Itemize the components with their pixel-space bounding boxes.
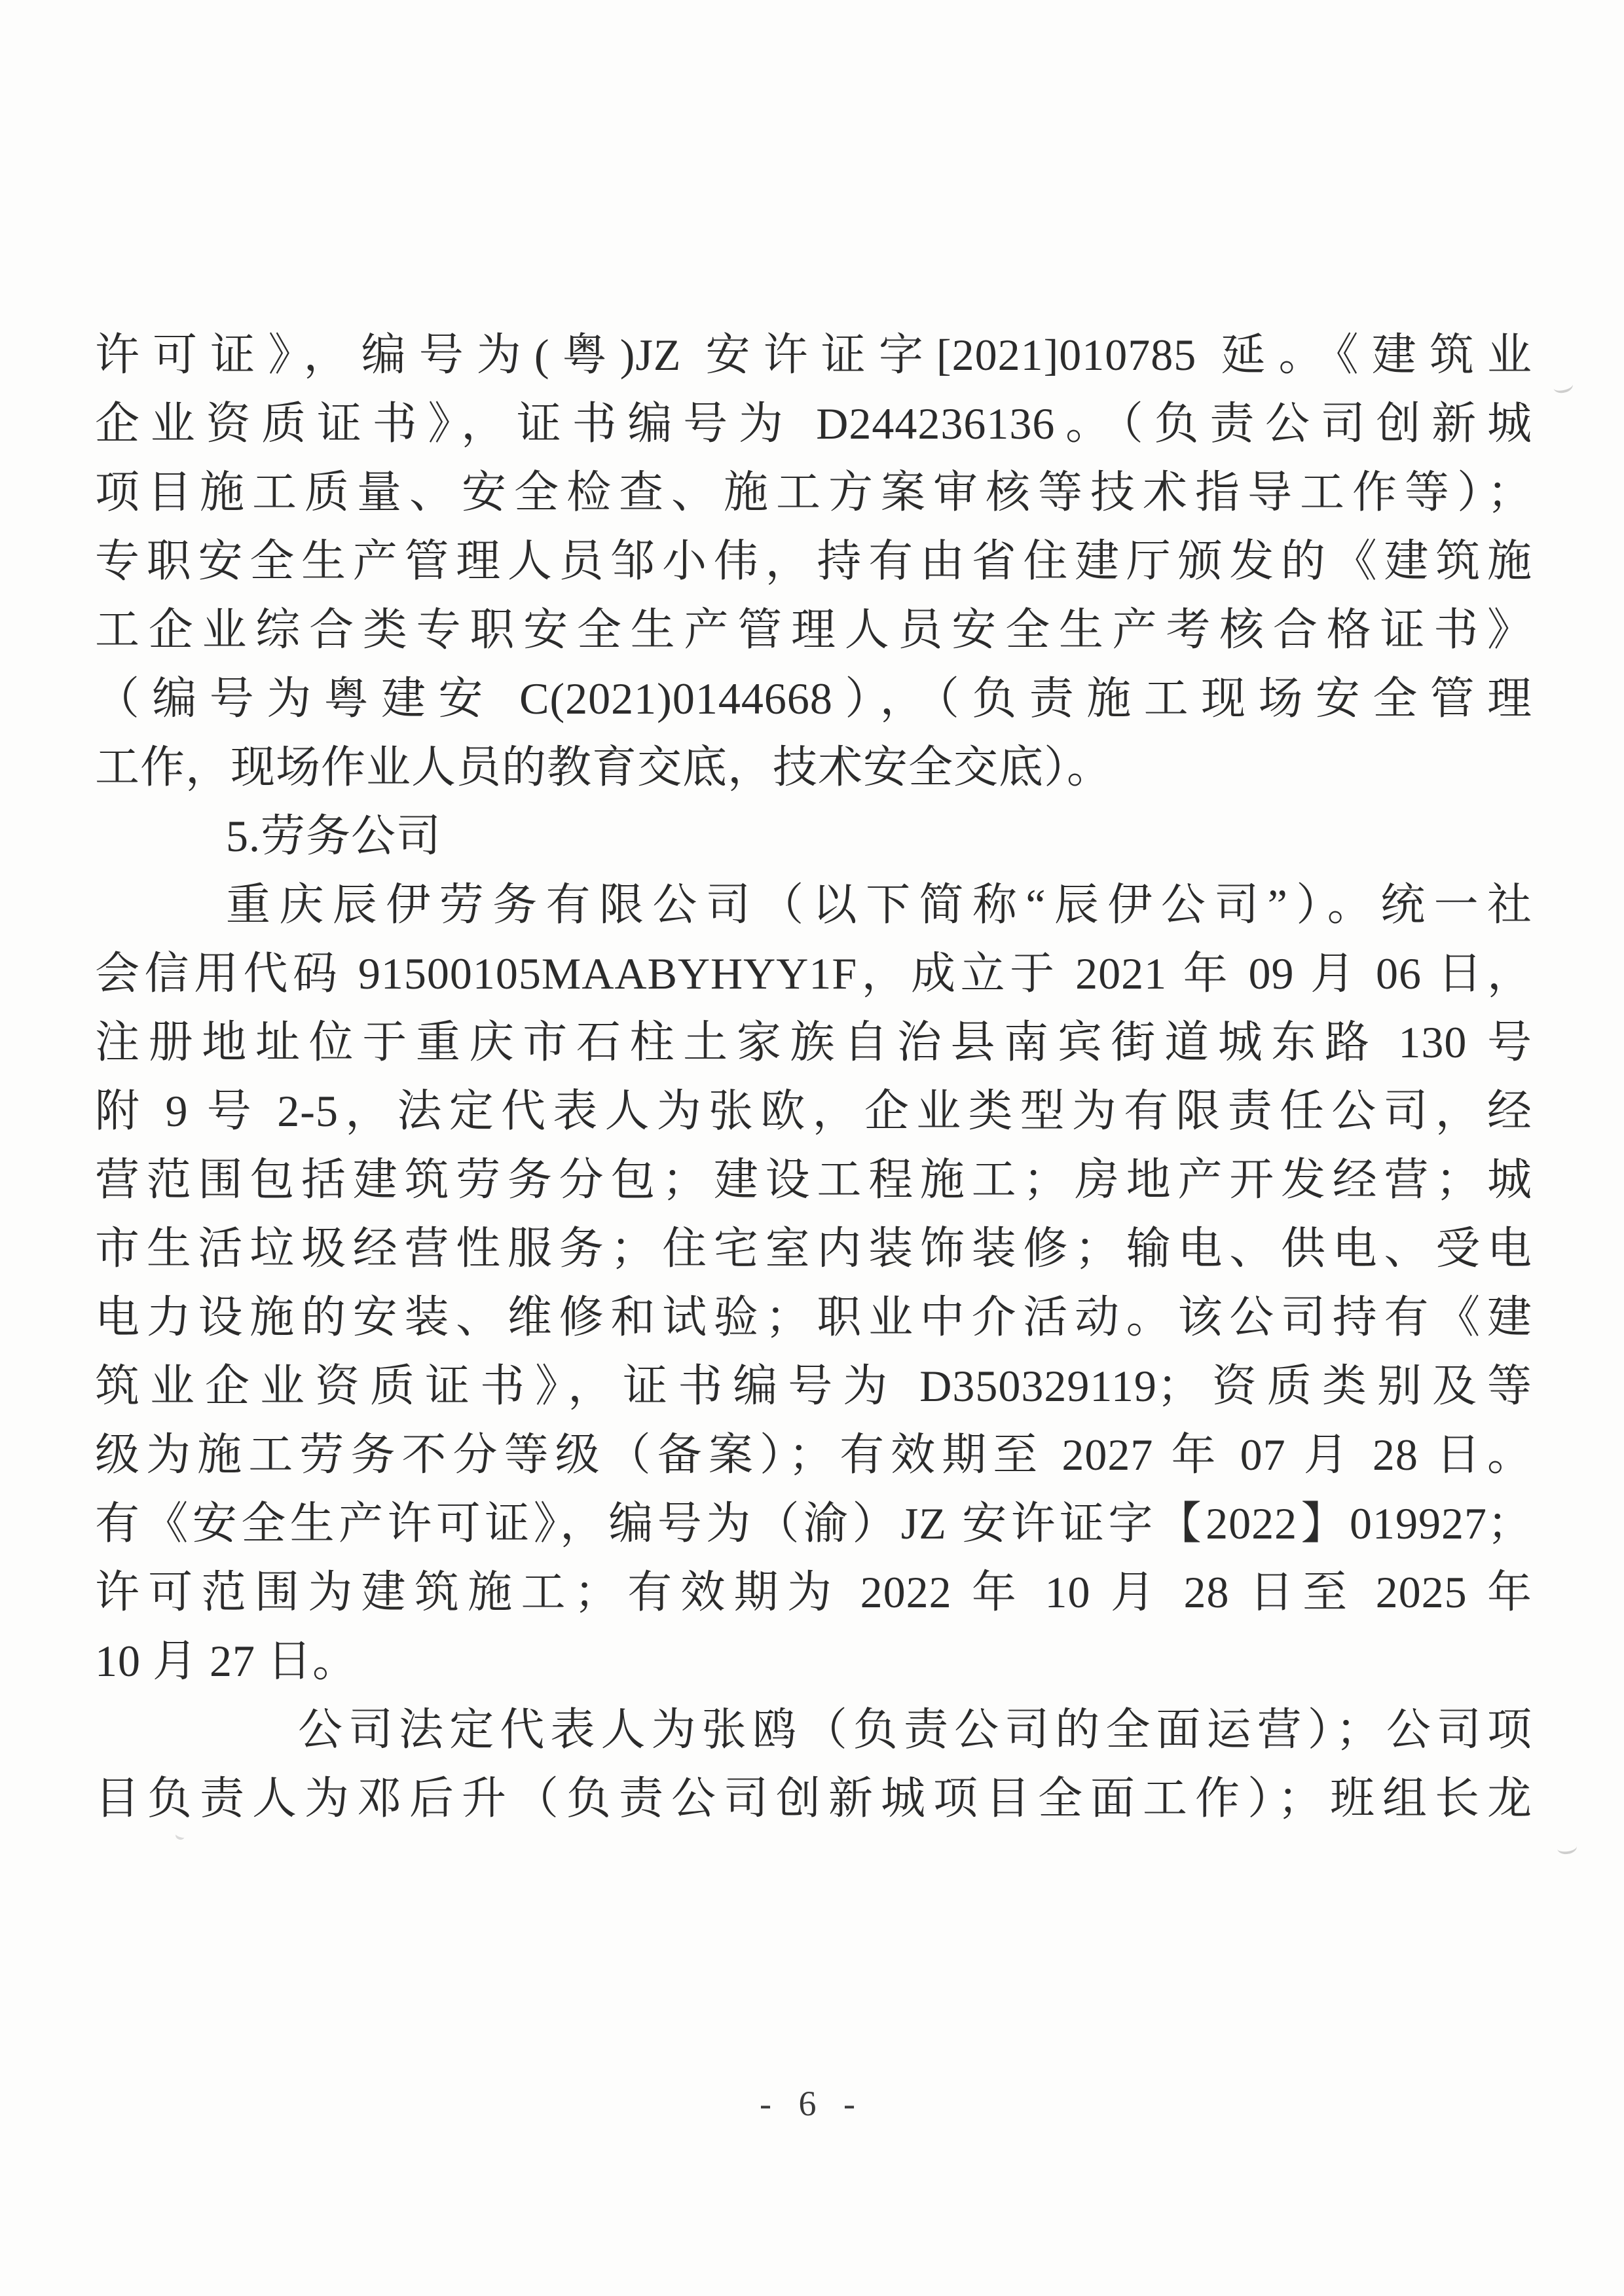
text-line: 许可证》，编号为(粤)JZ 安许证字[2021]010785 延。《建筑业 [95, 330, 1532, 380]
text-line: （编号为粤建安 C(2021)0144668），（负责施工现场安全管理 [95, 674, 1532, 723]
text-line: 10 月 27 日。 [95, 1636, 358, 1686]
page-footer [0, 2083, 1624, 2124]
scan-artifact [1552, 378, 1574, 395]
text-line: 专职安全生产管理人员邹小伟，持有由省住建厅颁发的《建筑施 [95, 536, 1532, 586]
text-line: 筑业企业资质证书》，证书编号为 D350329119；资质类别及等 [95, 1361, 1532, 1411]
text-line: 市生活垃圾经营性服务；住宅室内装饰装修；输电、供电、受电 [95, 1224, 1532, 1273]
page-number: - 6 - [760, 2084, 864, 2123]
text-line: 会信用代码 91500105MAABYHYY1F，成立于 2021 年 09 月 06 日， [95, 949, 1532, 998]
text-line: 工企业综合类专职安全生产管理人员安全生产考核合格证书》 [95, 605, 1532, 655]
text-line: 有《安全生产许可证》，编号为（渝）JZ 安许证字【2022】019927； [95, 1499, 1532, 1548]
text-line: 营范围包括建筑劳务分包；建设工程施工；房地产开发经营；城 [95, 1155, 1532, 1205]
text-line: 5.劳务公司 [226, 811, 442, 861]
text-line: 注册地址位于重庆市石柱土家族自治县南宾街道城东路 130 号 [95, 1017, 1532, 1067]
text-line: 附 9 号 2-5，法定代表人为张欧，企业类型为有限责任公司，经 [95, 1086, 1532, 1136]
text-line: 目负责人为邓后升（负责公司创新城项目全面工作）；班组长龙 [95, 1774, 1532, 1823]
document-body [95, 321, 1532, 1833]
text-lines-container [95, 321, 1532, 1833]
text-line: 重庆辰伊劳务有限公司（以下简称“辰伊公司”）。统一社 [226, 880, 1532, 930]
text-line: 电力设施的安装、维修和试验；职业中介活动。该公司持有《建 [95, 1292, 1532, 1342]
text-line: 工作，现场作业人员的教育交底，技术安全交底）。 [95, 742, 1113, 792]
scan-artifact [1557, 1840, 1578, 1855]
text-line: 许可范围为建筑施工；有效期为 2022 年 10 月 28 日至 2025 年 [95, 1567, 1532, 1617]
text-line: 级为施工劳务不分等级（备案）；有效期至 2027 年 07 月 28 日。 [95, 1430, 1532, 1480]
text-line: 企业资质证书》，证书编号为 D244236136。（负责公司创新城 [95, 399, 1532, 448]
text-line: 项目施工质量、安全检查、施工方案审核等技术指导工作等）； [95, 467, 1532, 517]
text-line: 公司法定代表人为张鸥（负责公司的全面运营）；公司项 [298, 1705, 1532, 1755]
